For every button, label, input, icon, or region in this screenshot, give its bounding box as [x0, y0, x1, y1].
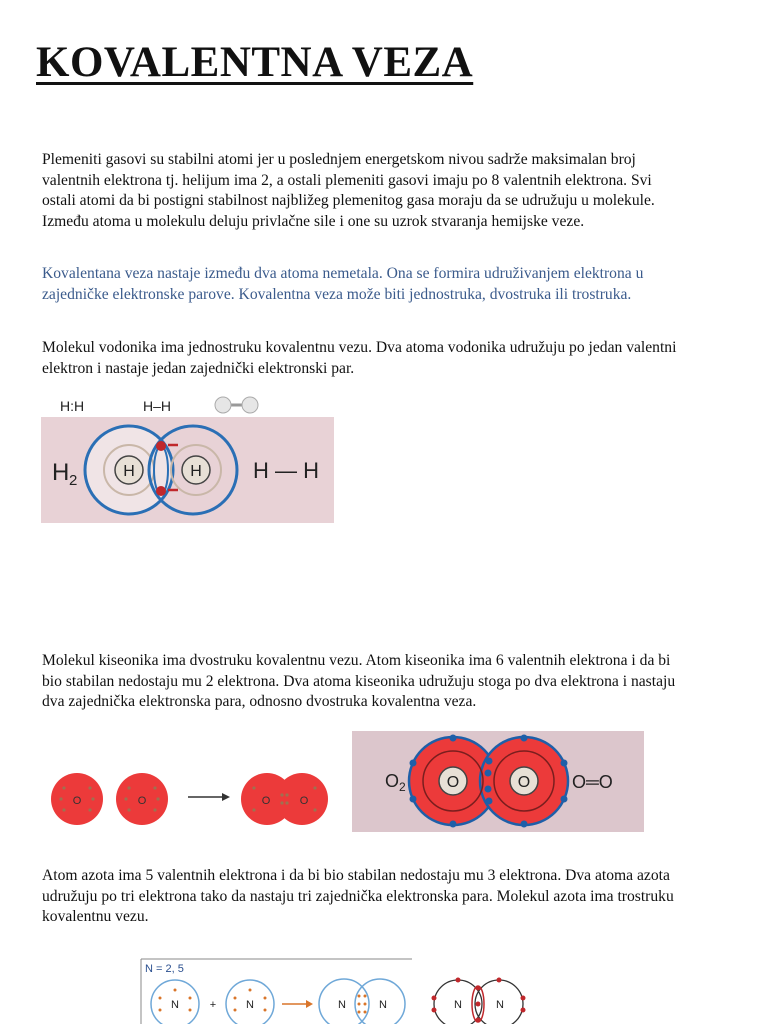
oxygen-atom-symbol: O	[517, 774, 531, 791]
nitrogen-config-label: N = 2, 5	[145, 963, 184, 975]
nitrogen-atom-1	[151, 980, 199, 1024]
hydrogen-molecule-figure	[40, 390, 340, 526]
oxygen-atom-1	[51, 773, 103, 825]
hydrogen-ball-model-icon	[215, 397, 258, 413]
oxygen-molecule-subscript: 2	[399, 780, 406, 794]
paragraph-oxygen: Molekul kiseonika ima dvostruku kovalentnu vezu. Atom kiseonika ima 6 valentnih elektrona i da bi bio stabilan nedostaju mu 2 elektrona. Dva atoma kiseonika udružuju stoga po dva elektrona i nastaju dva zajednička elektronska para, odnosno dvostruka kovalentna veza.	[42, 652, 676, 710]
hydrogen-atom-symbol: H	[190, 463, 202, 480]
paragraph-noble-gases: Plemeniti gasovi su stabilni atomi jer u poslednjem energetskom nivou sadrže maksimalan broj valentnih elektrona tj. helijum ima 2, a ostali plemeniti gasovi imaju po 8 valentnih elektrona. Svi ostali atomi da bi postigni stabilnost najbližeg plemenitog gasa moraju da se udružuju u molekule. Između atoma u molekulu deluju privlačne sile i one su uzrok stvaranja hemijske veze.	[42, 151, 655, 230]
page-title: KOVALENTNA VEZA	[36, 39, 474, 86]
arrow-right-icon	[188, 793, 230, 801]
nitrogen-molecule-lewis	[432, 978, 526, 1024]
nitrogen-atom-symbol: N	[246, 999, 254, 1011]
hydrogen-molecule-label: H	[52, 459, 70, 486]
oxygen-atom-symbol: O	[446, 774, 460, 791]
nitrogen-atom-symbol: N	[496, 999, 504, 1011]
nitrogen-atom-symbol: N	[379, 999, 387, 1011]
nitrogen-atom-symbol: N	[338, 999, 346, 1011]
hydrogen-atom-symbol: H	[123, 463, 135, 480]
hydrogen-lewis-formula: H:H	[60, 398, 85, 414]
oxygen-molecule	[241, 773, 328, 825]
paragraph-covalent-definition: Kovalentana veza nastaje između dva atoma nemetala. Ona se formira udruživanjem elektrona u zajedničke elektronske parove. Kovalentna veza može biti jednostruka, dvostruka ili trostruka.	[42, 265, 644, 303]
oxygen-atom-symbol: O	[261, 795, 271, 807]
hydrogen-line-formula: H–H	[143, 398, 172, 414]
nitrogen-molecule-figure	[140, 958, 540, 1024]
oxygen-atom-symbol: O	[137, 795, 147, 807]
paragraph-hydrogen: Molekul vodonika ima jednostruku kovalentnu vezu. Dva atoma vodonika udružuju po jedan valentni elektron i nastaje jedan zajednički elektronski par.	[42, 339, 677, 377]
oxygen-molecule-label: O	[385, 771, 400, 791]
oxygen-atom-symbol: O	[72, 795, 82, 807]
oxygen-shell-diagram	[352, 731, 644, 832]
oxygen-atom-symbol: O	[299, 795, 309, 807]
plus-sign: +	[209, 999, 217, 1011]
hydrogen-molecule-subscript: 2	[69, 472, 78, 489]
hydrogen-structural-formula: H — H	[253, 458, 319, 483]
oxygen-structural-formula: O═O	[572, 772, 613, 792]
nitrogen-atom-symbol: N	[171, 999, 179, 1011]
nitrogen-molecule-overlap	[319, 979, 405, 1024]
arrow-right-icon	[282, 1000, 313, 1008]
nitrogen-atom-symbol: N	[454, 999, 462, 1011]
paragraph-nitrogen: Atom azota ima 5 valentnih elektrona i da bi bio stabilan nedostaju mu 3 elektrona. Dva atoma azota udružuju po tri elektrona tako da nastaju tri zajednička elektronska para. Molekul azota ima trostruku kovalentnu vezu.	[42, 867, 674, 925]
oxygen-reaction-figure	[50, 768, 332, 830]
oxygen-atom-2	[116, 773, 168, 825]
nitrogen-atom-2	[226, 980, 274, 1024]
